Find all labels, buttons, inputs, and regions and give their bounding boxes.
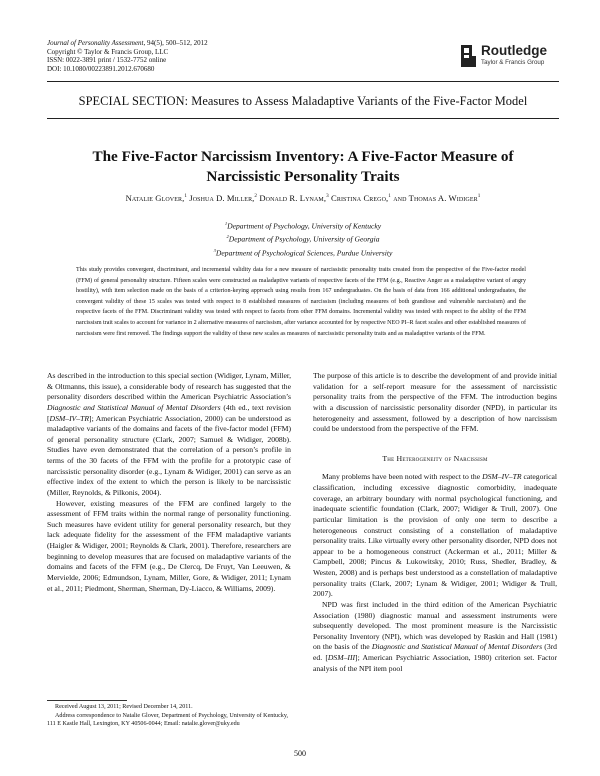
footnote-rule bbox=[47, 700, 127, 701]
left-column bbox=[47, 371, 291, 594]
header-rule-bottom bbox=[47, 118, 559, 119]
abstract: This study provides convergent, discriminant, and incremental validity data for a new measure of narcissistic personality traits created from the perspective of the Five-factor model (FFM) of general personality structure. Fifteen scales were constructed as maladaptive variants of respective facets of the FFM (e.g., Reactive Anger as a maladaptive variant of angry hostility), with item selection made on the basis of a criterion-keying approach using results from 167 undergraduates. On the basis of data from 166 additional undergraduates, the convergent validity of these 15 scales was tested with respect to 8 established measures of narcissism (including measures of both grandiose and vulnerable narcissism) and the respective facets of the FFM. Discriminant validity was tested with respect to facets from other FFM domains. Incremental validity was tested with respect to the ability of the FFM narcissism trait scales to account for variance in 2 alternative measures of narcissism, after variance accounted for by respective NEO PI–R facet scales and other established measures of narcissism were first removed. The findings support the validity of these new scales as measures of narcissistic personality traits and as maladaptive variants of the FFM. bbox=[76, 267, 526, 337]
header-rule-top bbox=[47, 81, 559, 82]
received-dates: Received August 13, 2011; Revised December 14, 2011. bbox=[55, 704, 193, 710]
correspondence-address: Address correspondence to Natalie Glover, Department of Psychology, University of Kentucky, 111 E Kastle Hall, Lexington, KY 40506-0044; Email: natalie.glover@uky.edu bbox=[47, 712, 289, 728]
journal-name: Journal of Personality Assessment bbox=[47, 39, 144, 47]
issn: ISSN: 0022-3891 print / 1532-7752 online bbox=[47, 56, 167, 65]
author: and Thomas A. Widiger$^1$ bbox=[393, 193, 481, 203]
paragraph: NPD was first included in the third edition of the American Psychiatric Association (1980) diagnostic manual and assessment instruments were subsequently developed. The most prominent measure is the Narcissistic Personality Inventory (NPI), which was developed by Raskin and Hall (1981) on the basis of the Diagnostic and Statistical Manual of Mental Disorders (3rd ed. [DSM–III]; American Psychiatric Association, 1980) criterion set. Factor analysis of the NPI item pool bbox=[313, 599, 557, 673]
publisher-name: Routledge bbox=[481, 43, 547, 58]
page-number: 500 bbox=[294, 749, 306, 758]
author: Donald R. Lynam,$^3$ bbox=[259, 193, 329, 203]
section-heading: The Heterogeneity of Narcissism bbox=[382, 453, 488, 463]
right-column bbox=[313, 371, 557, 674]
publisher-subtitle: Taylor & Francis Group bbox=[481, 59, 545, 66]
routledge-mark-icon bbox=[458, 44, 478, 68]
paragraph: Many problems have been noted with respect to the DSM–IV–TR categorical classification, including excessive diagnostic comorbidity, inadequate coverage, an arbitrary boundary with normal psychological functioning, and inadequate scientific foundation (Clark, 2007; Widiger & Trull, 2007). One particular limitation is the provision of only one term to describe a heterogeneous construct consisting of a constellation of maladaptive personality traits. Like virtually every other personality disorder, NPD does not appear to be a homogeneous construct (Ackerman et al., 2011; Miller & Campbell, 2008; Pincus & Lukowitsky, 2010; Russ, Shedler, Bradley, & Westen, 2008) and is perhaps best understood as a constellation of maladaptive personality traits (Clark, 2007; Lynam & Widiger, 2001; Widiger & Trull, 2007). bbox=[313, 472, 557, 599]
journal-info bbox=[47, 39, 208, 73]
publisher-logo bbox=[458, 44, 558, 68]
journal-citation: Journal of Personality Assessment, 94(5), 500–512, 2012 bbox=[47, 39, 208, 47]
article-title: The Five-Factor Narcissism Inventory: A Five-Factor Measure of Narcissistic Personality Traits bbox=[92, 148, 514, 185]
affiliation-list bbox=[47, 219, 559, 259]
affiliation: $^1$Department of Psychology, University of Kentucky bbox=[224, 221, 382, 231]
copyright: Copyright © Taylor & Francis Group, LLC bbox=[47, 47, 169, 56]
author: Joshua D. Miller,$^2$ bbox=[189, 193, 258, 203]
author: Natalie Glover,$^1$ bbox=[125, 193, 188, 203]
paragraph: The purpose of this article is to describe the development of and provide initial validation for a self-report measure for the assessment of narcissistic personality traits from the perspective of the FFM. The introduction begins with a discussion of narcissistic personality disorder (NPD), in particular its heterogeneity and assessment, followed by a description of how narcissism could be understood from the perspective of the FFM. bbox=[313, 371, 557, 434]
affiliation: $^3$Department of Psychological Sciences, Purdue University bbox=[213, 247, 393, 258]
author: Cristina Crego,$^1$ bbox=[331, 193, 391, 203]
paragraph: However, existing measures of the FFM are confined largely to the assessment of FFM traits within the normal range of personality functioning. Such measures have evident utility for general personality research, but they lack adequate fidelity for the assessment of the FFM maladaptive variants (Haigler & Widiger, 2001; Reynolds & Clark, 2001). Therefore, researchers are beginning to develop measures that are focused on maladaptive variants of the domains and facets of the FFM (e.g., De Clercq, De Fruyt, Van Leeuwen, & Mervielde, 2006; Edmundson, Lynam, Miller, Gore, & Widiger, 2011; Lynam et al., 2011; Piedmont, Sherman, Sherman, Dy-Liacco, & Williams, 2009). bbox=[47, 498, 291, 593]
affiliation: $^2$Department of Psychology, University of Georgia bbox=[226, 234, 380, 244]
author-list bbox=[40, 193, 566, 203]
paragraph: As described in the introduction to this special section (Widiger, Lynam, Miller, & Oltmanns, this issue), a considerable body of research has suggested that the personality disorders described within the American Psychiatric Association’s Diagnostic and Statistical Manual of Mental Disorders (4th ed., text revision [DSM–IV–TR]; American Psychiatric Association, 2000) can be understood as maladaptive variants of the domains and facets of the five-factor model (FFM) of general personality structure (Clark, 2007; Samuel & Widiger, 2008b). Studies have even demonstrated that the correlation of a person’s profile in terms of the 30 facets of the FFM with the profile for a prototypic case of narcissistic personality disorder (e.g., Lynam & Widiger, 2001) can serve as an effective index of the extent to which the person is likely to be narcissistic (Miller, Reynolds, & Pilkonis, 2004). bbox=[47, 371, 291, 497]
special-section-title: SPECIAL SECTION: Measures to Assess Maladaptive Variants of the Five-Factor Model bbox=[78, 94, 528, 108]
footnote bbox=[47, 703, 291, 729]
doi: DOI: 10.1080/00223891.2012.670680 bbox=[47, 64, 155, 73]
